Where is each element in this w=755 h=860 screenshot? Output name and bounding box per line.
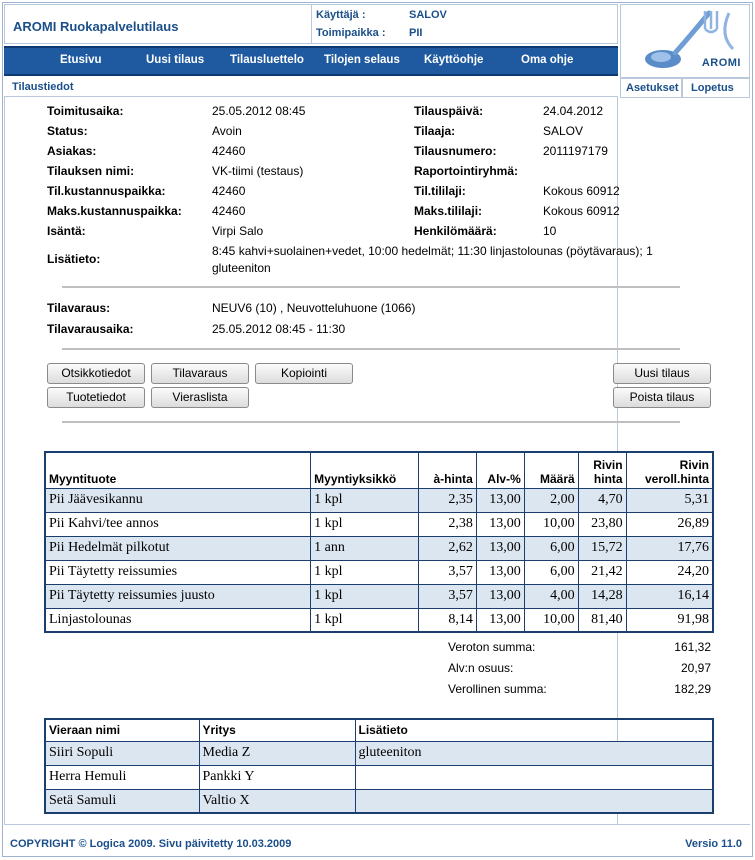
col-unit: Myyntiyksikkö xyxy=(311,452,419,488)
product-vat: 13,00 xyxy=(476,512,524,536)
guest-info xyxy=(355,765,713,789)
product-unit: 1 kpl xyxy=(311,488,419,512)
guest-name: Siiri Sopuli xyxy=(45,741,199,765)
orderer-label: Tilaaja: xyxy=(414,124,456,138)
delete-order-button[interactable]: Poista tilaus xyxy=(613,387,711,408)
nav-etusivu[interactable]: Etusivu xyxy=(60,54,102,66)
extra-info-line1: 8:45 kahvi+suolainen+vedet, 10:00 hedelmät; 11:30 linjastolounas (pöytävaraus); 1 xyxy=(212,244,653,258)
col-row-price xyxy=(578,452,626,488)
product-unit: 1 ann xyxy=(311,536,419,560)
product-qty: 6,00 xyxy=(524,536,578,560)
table-row xyxy=(45,488,713,512)
vat-total-label: Alv:n osuus: xyxy=(448,661,514,675)
product-unit: 1 kpl xyxy=(311,608,419,632)
product-unit: 1 kpl xyxy=(311,512,419,536)
guest-company: Pankki Y xyxy=(199,765,355,789)
product-unit: 1 kpl xyxy=(311,560,419,584)
nav-tilausluettelo[interactable]: Tilausluettelo xyxy=(230,54,304,66)
product-row-price: 14,28 xyxy=(578,584,626,608)
col-guest-company: Yritys xyxy=(199,719,355,741)
pay-cost-center-value: 42460 xyxy=(212,204,246,218)
nav-kayttoohje[interactable]: Käyttöohje xyxy=(424,54,484,66)
product-row-gross: 17,76 xyxy=(626,536,713,560)
location-value: PII xyxy=(409,27,423,39)
product-row-price: 21,42 xyxy=(578,560,626,584)
table-row xyxy=(45,789,713,813)
pay-cost-center-label: Maks.kustannuspaikka: xyxy=(47,204,182,218)
product-name: Pii Hedelmät pilkotut xyxy=(45,536,311,560)
guest-list-button[interactable]: Vieraslista xyxy=(151,387,249,408)
table-row xyxy=(45,741,713,765)
col-row-price-line1: Rivin xyxy=(593,457,623,472)
product-name: Pii Jäävesikannu xyxy=(45,488,311,512)
table-header-row xyxy=(45,452,713,488)
product-row-price: 81,40 xyxy=(578,608,626,632)
account-label: Til.tililaji: xyxy=(414,184,466,198)
pay-account-label: Maks.tililaji: xyxy=(414,204,483,218)
table-row xyxy=(45,584,713,608)
col-row-price-line2: hinta xyxy=(593,471,623,486)
room-label: Tilavaraus: xyxy=(47,301,111,315)
gross-total-label: Verollinen summa: xyxy=(448,682,547,696)
room-time-value: 25.05.2012 08:45 - 11:30 xyxy=(212,322,346,336)
table-header-row xyxy=(45,719,713,741)
app-title: AROMI Ruokapalvelutilaus xyxy=(13,19,179,34)
order-name-label: Tilauksen nimi: xyxy=(47,164,135,178)
vat-total-value: 20,97 xyxy=(680,661,711,675)
product-qty: 2,00 xyxy=(524,488,578,512)
nav-tilojen-selaus[interactable]: Tilojen selaus xyxy=(324,54,400,66)
product-vat: 13,00 xyxy=(476,536,524,560)
col-row-gross-line2: veroll.hinta xyxy=(644,471,709,486)
separator xyxy=(62,286,680,288)
nav-uusi-tilaus[interactable]: Uusi tilaus xyxy=(146,54,205,66)
header-title-box xyxy=(4,4,312,44)
product-name: Pii Täytetty reissumies juusto xyxy=(45,584,311,608)
product-name: Linjastolounas xyxy=(45,608,311,632)
header-user-box xyxy=(312,4,618,44)
aromi-logo xyxy=(620,4,750,78)
header-info-button[interactable]: Otsikkotiedot xyxy=(47,363,145,384)
customer-value: 42460 xyxy=(212,144,246,158)
product-row-gross: 91,98 xyxy=(626,608,713,632)
product-price: 2,38 xyxy=(419,512,477,536)
user-value: SALOV xyxy=(409,9,447,21)
settings-link[interactable]: Asetukset xyxy=(626,82,679,94)
main-nav xyxy=(4,46,618,76)
orderer-value: SALOV xyxy=(543,124,584,138)
guest-name: Herra Hemuli xyxy=(45,765,199,789)
product-qty: 10,00 xyxy=(524,608,578,632)
order-date-label: Tilauspäivä: xyxy=(414,104,484,118)
product-row-price: 23,80 xyxy=(578,512,626,536)
product-row-gross: 26,89 xyxy=(626,512,713,536)
customer-label: Asiakas: xyxy=(47,144,97,158)
persons-value: 10 xyxy=(543,224,557,238)
user-label: Käyttäjä : xyxy=(316,9,366,21)
copyright-text: COPYRIGHT © Logica 2009. Sivu päivitetty 10.03.2009 xyxy=(10,838,292,850)
delivery-time-value: 25.05.2012 08:45 xyxy=(212,104,306,118)
product-price: 3,57 xyxy=(419,560,477,584)
separator xyxy=(62,421,680,423)
delivery-time-label: Toimitusaika: xyxy=(47,104,124,118)
guest-name: Setä Samuli xyxy=(45,789,199,813)
separator xyxy=(62,348,680,350)
product-price: 2,35 xyxy=(419,488,477,512)
product-row-price: 15,72 xyxy=(578,536,626,560)
net-total-label: Veroton summa: xyxy=(448,640,536,654)
col-price: à-hinta xyxy=(419,452,477,488)
guest-table xyxy=(44,718,714,814)
product-price: 2,62 xyxy=(419,536,477,560)
product-vat: 13,00 xyxy=(476,488,524,512)
room-value: NEUV6 (10) , Neuvotteluhuone (1066) xyxy=(212,301,416,315)
col-vat: Alv-% xyxy=(476,452,524,488)
guest-company: Media Z xyxy=(199,741,355,765)
version-text: Versio 11.0 xyxy=(685,838,742,850)
host-value: Virpi Salo xyxy=(212,224,264,238)
order-number-value: 2011197179 xyxy=(543,144,608,158)
logo-text: AROMI xyxy=(701,57,741,69)
status-value: Avoin xyxy=(212,124,242,138)
col-guest-name: Vieraan nimi xyxy=(45,719,199,741)
order-name-value: VK-tiimi (testaus) xyxy=(212,164,304,178)
net-total-value: 161,32 xyxy=(674,640,711,654)
product-qty: 10,00 xyxy=(524,512,578,536)
order-number-label: Tilausnumero: xyxy=(414,144,497,158)
product-row-gross: 24,20 xyxy=(626,560,713,584)
host-label: Isäntä: xyxy=(47,224,86,238)
product-qty: 6,00 xyxy=(524,560,578,584)
col-row-gross-line1: Rivin xyxy=(679,457,709,472)
product-row-gross: 5,31 xyxy=(626,488,713,512)
logout-link[interactable]: Lopetus xyxy=(691,82,734,94)
extra-info-line2: gluteeniton xyxy=(212,261,271,275)
table-row xyxy=(45,765,713,789)
cost-center-label: Til.kustannuspaikka: xyxy=(47,184,166,198)
account-value: Kokous 60912 xyxy=(543,184,620,198)
gross-total-value: 182,29 xyxy=(674,682,711,696)
product-price: 8,14 xyxy=(419,608,477,632)
product-row-gross: 16,14 xyxy=(626,584,713,608)
reporting-group-label: Raportointiryhmä: xyxy=(414,164,519,178)
product-name: Pii Kahvi/tee annos xyxy=(45,512,311,536)
products-table xyxy=(44,451,714,633)
room-time-label: Tilavarausaika: xyxy=(47,322,134,336)
table-row xyxy=(45,608,713,632)
product-unit: 1 kpl xyxy=(311,584,419,608)
product-vat: 13,00 xyxy=(476,584,524,608)
table-row xyxy=(45,536,713,560)
col-row-gross xyxy=(626,452,713,488)
product-vat: 13,00 xyxy=(476,608,524,632)
guest-info xyxy=(355,789,713,813)
col-guest-info: Lisätieto xyxy=(355,719,713,741)
pay-account-value: Kokous 60912 xyxy=(543,204,620,218)
product-vat: 13,00 xyxy=(476,560,524,584)
new-order-button[interactable]: Uusi tilaus xyxy=(613,363,711,384)
guest-company: Valtio X xyxy=(199,789,355,813)
product-name: Pii Täytetty reissumies xyxy=(45,560,311,584)
product-price: 3,57 xyxy=(419,584,477,608)
product-qty: 4,00 xyxy=(524,584,578,608)
product-row-price: 4,70 xyxy=(578,488,626,512)
product-info-button[interactable]: Tuotetiedot xyxy=(47,387,145,408)
table-row xyxy=(45,512,713,536)
footer xyxy=(4,824,750,855)
table-row xyxy=(45,560,713,584)
col-qty: Määrä xyxy=(524,452,578,488)
copy-button[interactable]: Kopiointi xyxy=(255,363,353,384)
location-label: Toimipaikka : xyxy=(316,27,386,39)
cost-center-value: 42460 xyxy=(212,184,246,198)
status-label: Status: xyxy=(47,124,88,138)
persons-label: Henkilömäärä: xyxy=(414,224,497,238)
section-title: Tilaustiedot xyxy=(12,81,74,93)
guest-info: gluteeniton xyxy=(355,741,713,765)
room-reservation-button[interactable]: Tilavaraus xyxy=(151,363,249,384)
extra-info-label: Lisätieto: xyxy=(47,252,101,266)
col-product: Myyntituote xyxy=(45,452,311,488)
order-date-value: 24.04.2012 xyxy=(543,104,604,118)
nav-oma-ohje[interactable]: Oma ohje xyxy=(521,54,574,66)
